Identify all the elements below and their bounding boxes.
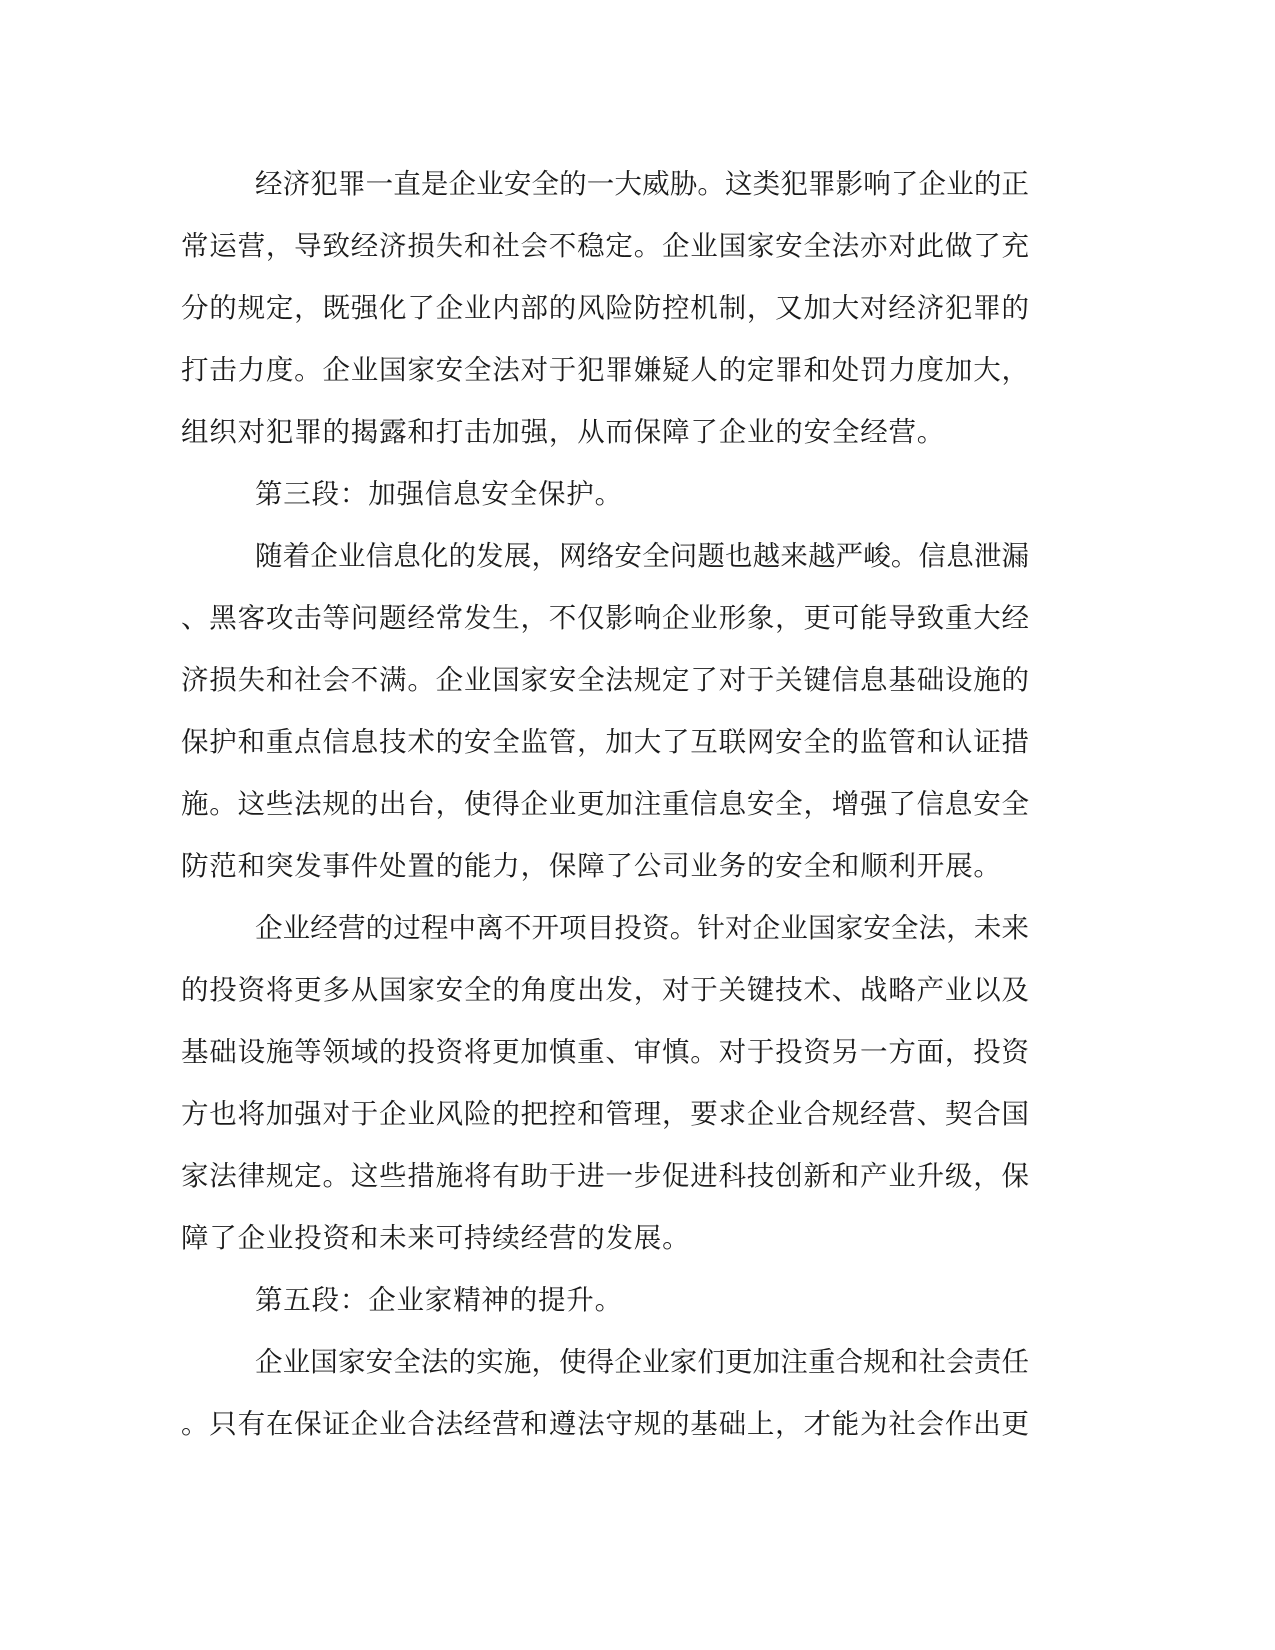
document-body [181, 161, 1029, 1463]
paragraph-line: 分的规定，既强化了企业内部的风险防控机制，又加大对经济犯罪的 [181, 292, 1029, 324]
paragraph-line: 组织对犯罪的揭露和打击加强，从而保障了企业的安全经营。 [181, 416, 946, 448]
paragraph-line: 企业经营的过程中离不开项目投资。针对企业国家安全法，未来 [255, 912, 1029, 944]
paragraph-line: 防范和突发事件处置的能力，保障了公司业务的安全和顺利开展。 [181, 850, 1002, 882]
paragraph-line: 基础设施等领域的投资将更加慎重、审慎。对于投资另一方面，投资 [181, 1036, 1029, 1068]
paragraph-line: 障了企业投资和未来可持续经营的发展。 [181, 1222, 691, 1254]
paragraph-line: 方也将加强对于企业风险的把控和管理，要求企业合规经营、契合国 [181, 1098, 1029, 1130]
paragraph-line: 的投资将更多从国家安全的角度出发，对于关键技术、战略产业以及 [181, 974, 1029, 1006]
paragraph-line: 保护和重点信息技术的安全监管，加大了互联网安全的监管和认证措 [181, 726, 1029, 758]
section-heading: 第三段：加强信息安全保护。 [255, 478, 623, 510]
paragraph-line: 、黑客攻击等问题经常发生，不仅影响企业形象，更可能导致重大经 [181, 602, 1029, 634]
paragraph-line: 企业国家安全法的实施，使得企业家们更加注重合规和社会责任 [255, 1346, 1029, 1378]
paragraph-line: 施。这些法规的出台，使得企业更加注重信息安全，增强了信息安全 [181, 788, 1029, 820]
paragraph-line: 家法律规定。这些措施将有助于进一步促进科技创新和产业升级，保 [181, 1160, 1029, 1192]
paragraph-line: 济损失和社会不满。企业国家安全法规定了对于关键信息基础设施的 [181, 664, 1029, 696]
paragraph-line: 。只有在保证企业合法经营和遵法守规的基础上，才能为社会作出更 [181, 1408, 1029, 1440]
section-heading: 第五段：企业家精神的提升。 [255, 1284, 623, 1316]
paragraph-line: 经济犯罪一直是企业安全的一大威胁。这类犯罪影响了企业的正 [255, 168, 1029, 200]
paragraph-line: 随着企业信息化的发展，网络安全问题也越来越严峻。信息泄漏 [255, 540, 1029, 572]
paragraph-line: 常运营，导致经济损失和社会不稳定。企业国家安全法亦对此做了充 [181, 230, 1029, 262]
paragraph-line: 打击力度。企业国家安全法对于犯罪嫌疑人的定罪和处罚力度加大， [181, 354, 1029, 386]
